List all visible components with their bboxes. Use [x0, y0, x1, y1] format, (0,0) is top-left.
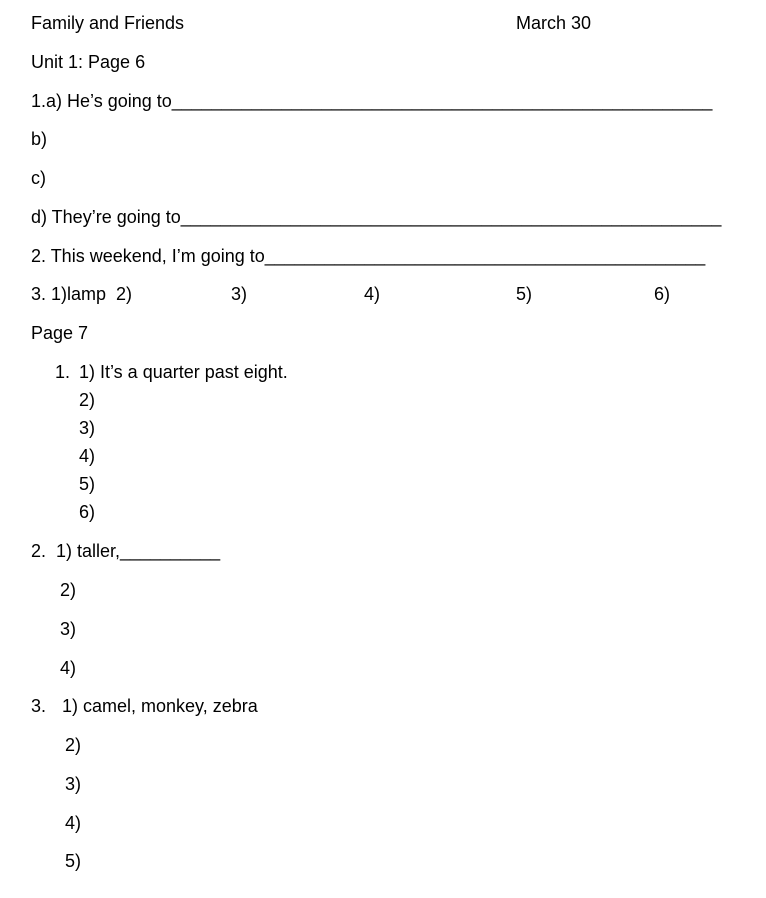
list-item: 4) — [65, 813, 82, 833]
list-item: 5) — [79, 474, 96, 494]
question-3-item: 5) — [516, 284, 533, 304]
list-item: 1) camel, monkey, zebra — [62, 696, 258, 716]
list-item: 3) — [79, 418, 96, 438]
question-3-item: 4) — [364, 284, 381, 304]
question-1d: d) They’re going to______________________________________________________ — [31, 207, 722, 227]
question-3-item: 3) — [231, 284, 248, 304]
question-3-item: 6) — [654, 284, 671, 304]
list-item: 6) — [79, 502, 96, 522]
list-number: 1. — [55, 362, 71, 382]
list-item: 2) — [65, 735, 82, 755]
unit-heading: Unit 1: Page 6 — [31, 52, 146, 72]
question-1b: b) — [31, 129, 48, 149]
document-title: Family and Friends — [31, 13, 185, 33]
list-item: 3) — [65, 774, 82, 794]
list-item: 5) — [65, 851, 82, 871]
list-item: 2. 1) taller,__________ — [31, 541, 221, 561]
question-2: 2. This weekend, I’m going to____________________________________________ — [31, 246, 706, 266]
list-item: 1) It’s a quarter past eight. — [79, 362, 288, 382]
list-item: 2) — [79, 390, 96, 410]
list-item: 4) — [79, 446, 96, 466]
document-date: March 30 — [516, 13, 592, 33]
list-item: 2) — [60, 580, 77, 600]
list-number: 3. — [31, 696, 47, 716]
page-7-heading: Page 7 — [31, 323, 89, 343]
question-3-lead: 3. 1)lamp 2) — [31, 284, 133, 304]
list-item: 3) — [60, 619, 77, 639]
question-1a: 1.a) He’s going to______________________________________________________ — [31, 91, 713, 111]
list-item: 4) — [60, 658, 77, 678]
question-1c: c) — [31, 168, 46, 188]
